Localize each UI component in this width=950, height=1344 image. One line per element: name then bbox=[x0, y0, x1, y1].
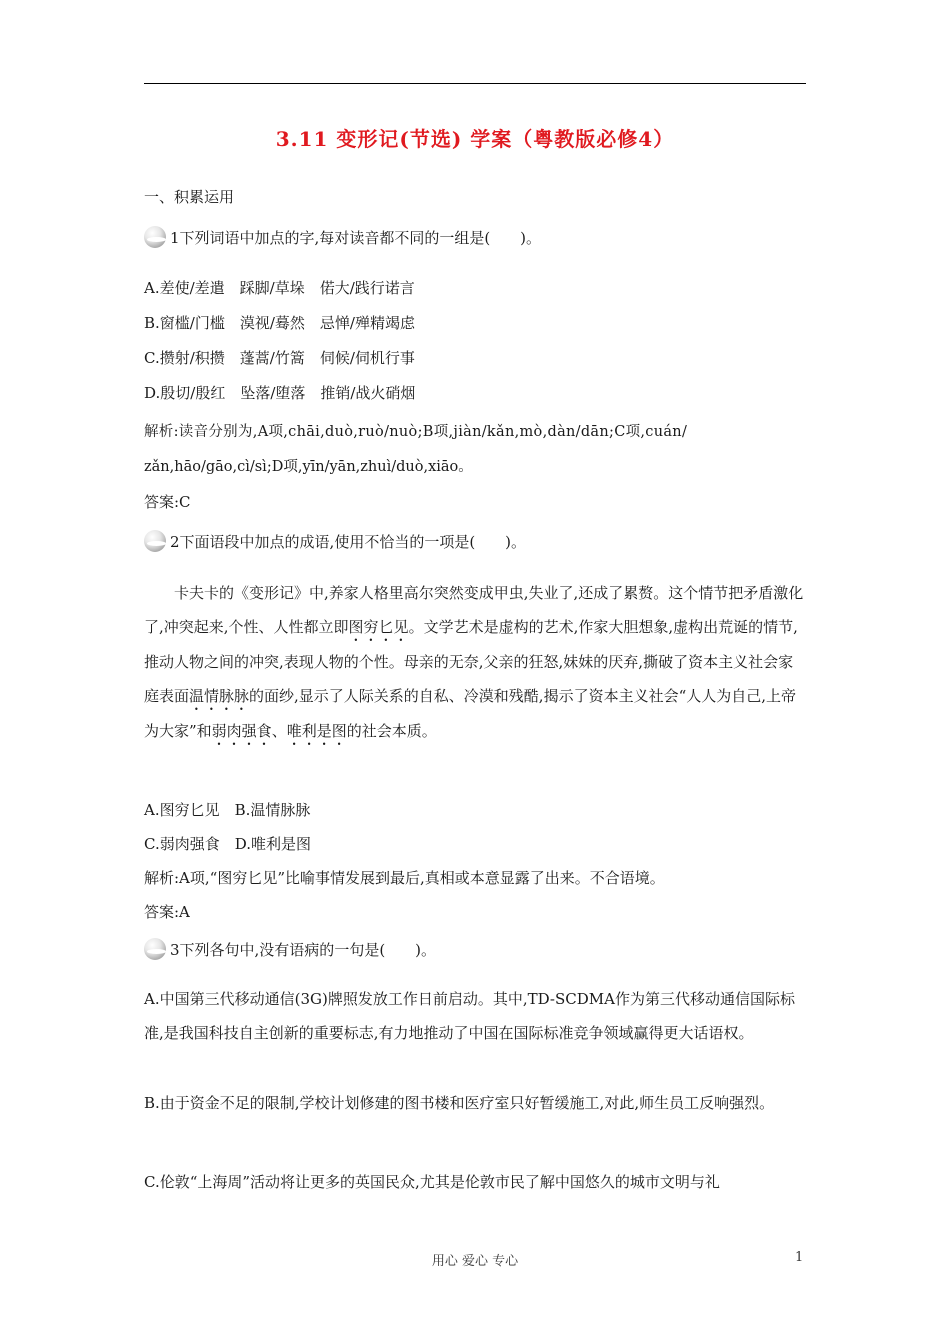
q2-passage bbox=[144, 576, 806, 749]
q1-option-a: A.差使/差遣 踩脚/草垛 偌大/践行诺言 bbox=[144, 279, 415, 297]
dotted-idiom: 弱肉强食 bbox=[211, 722, 272, 740]
passage-text: 的面纱,显示了人际关系的自私、冷漠和残酷,揭示了资本主义社会“人人为自己,上帝为大家”和 bbox=[144, 687, 797, 740]
question-2 bbox=[144, 532, 526, 552]
page-footer: 用心 爱心 专心 bbox=[431, 1254, 519, 1269]
header-rule bbox=[144, 83, 806, 84]
q1-analysis-line2: zǎn,hāo/gāo,cì/sì;D项,yīn/yān,zhuì/duò,xiāo。 bbox=[144, 459, 473, 475]
question-bullet-icon bbox=[144, 938, 166, 960]
q2-answer: 答案:A bbox=[144, 903, 190, 921]
passage-text: 、 bbox=[271, 722, 287, 740]
q2-analysis: 解析:A项,“图穷匕见”比喻事情发展到最后,真相或本意显露了出来。不合语境。 bbox=[144, 869, 665, 887]
question-1-prompt: 1下列词语中加点的字,每对读音都不同的一组是( )。 bbox=[170, 229, 542, 247]
dotted-idiom: 图穷匕见 bbox=[348, 618, 409, 636]
q1-option-b: B.窗槛/门槛 漠视/蓦然 忌惮/殚精竭虑 bbox=[144, 314, 415, 332]
q1-analysis-line1: 解析:读音分别为,A项,chāi,duò,ruò/nuò;B项,jiàn/kǎn,mò,dàn/dān;C项,cuán/ bbox=[144, 424, 688, 440]
passage-text: 的社会本质。 bbox=[346, 722, 437, 740]
q2-options-ab: A.图穷匕见 B.温情脉脉 bbox=[144, 801, 311, 819]
question-bullet-icon bbox=[144, 530, 166, 552]
page-number: 1 bbox=[795, 1250, 804, 1265]
dotted-idiom: 温情脉脉 bbox=[189, 687, 250, 705]
question-1 bbox=[144, 228, 541, 248]
q2-options-cd: C.弱肉强食 D.唯利是图 bbox=[144, 835, 311, 853]
q3-option-c: C.伦敦“上海周”活动将让更多的英国民众,尤其是伦敦市民了解中国悠久的城市文明与礼 bbox=[144, 1173, 720, 1191]
question-3 bbox=[144, 940, 436, 960]
q3-option-a: A.中国第三代移动通信(3G)牌照发放工作日前启动。其中,TD-SCDMA作为第三代移动通信国际标准,是我国科技自主创新的重要标志,有力地推动了中国在国际标准竞争领域赢得更大话语权。 bbox=[144, 990, 795, 1042]
q1-option-d: D.殷切/殷红 坠落/堕落 推销/战火硝烟 bbox=[144, 384, 416, 402]
section-heading: 一、积累运用 bbox=[144, 188, 235, 206]
question-3-prompt: 3下列各句中,没有语病的一句是( )。 bbox=[170, 941, 437, 959]
q1-answer: 答案:C bbox=[144, 493, 191, 511]
dotted-idiom: 唯利是图 bbox=[286, 722, 347, 740]
q1-option-c: C.攒射/积攒 蓬蒿/竹篙 伺候/伺机行事 bbox=[144, 349, 415, 367]
passage-text: 卡夫卡的《变形记》中,养家人格里高尔突然变成甲虫,失业了,还成了累赘。这个情节把矛盾激化了,冲突起来,个性、人性都立即 bbox=[144, 584, 804, 636]
q3-option-b: B.由于资金不足的限制,学校计划修建的图书楼和医疗室只好暂缓施工,对此,师生员工反响强烈。 bbox=[144, 1094, 775, 1112]
passage-text: 。文学艺术是虚构的艺术,作家大胆想象,虚构出荒诞的情节,推动人物之间的冲突,表现人物的个性。母亲的无奈,父亲的狂怒,妹妹的厌弃,撕破了资本主义社会家庭表面 bbox=[144, 618, 798, 705]
question-bullet-icon bbox=[144, 226, 166, 248]
question-2-prompt: 2下面语段中加点的成语,使用不恰当的一项是( )。 bbox=[170, 533, 527, 551]
document-title: 3.11 变形记(节选) 学案（粤教版必修4） bbox=[275, 127, 675, 151]
